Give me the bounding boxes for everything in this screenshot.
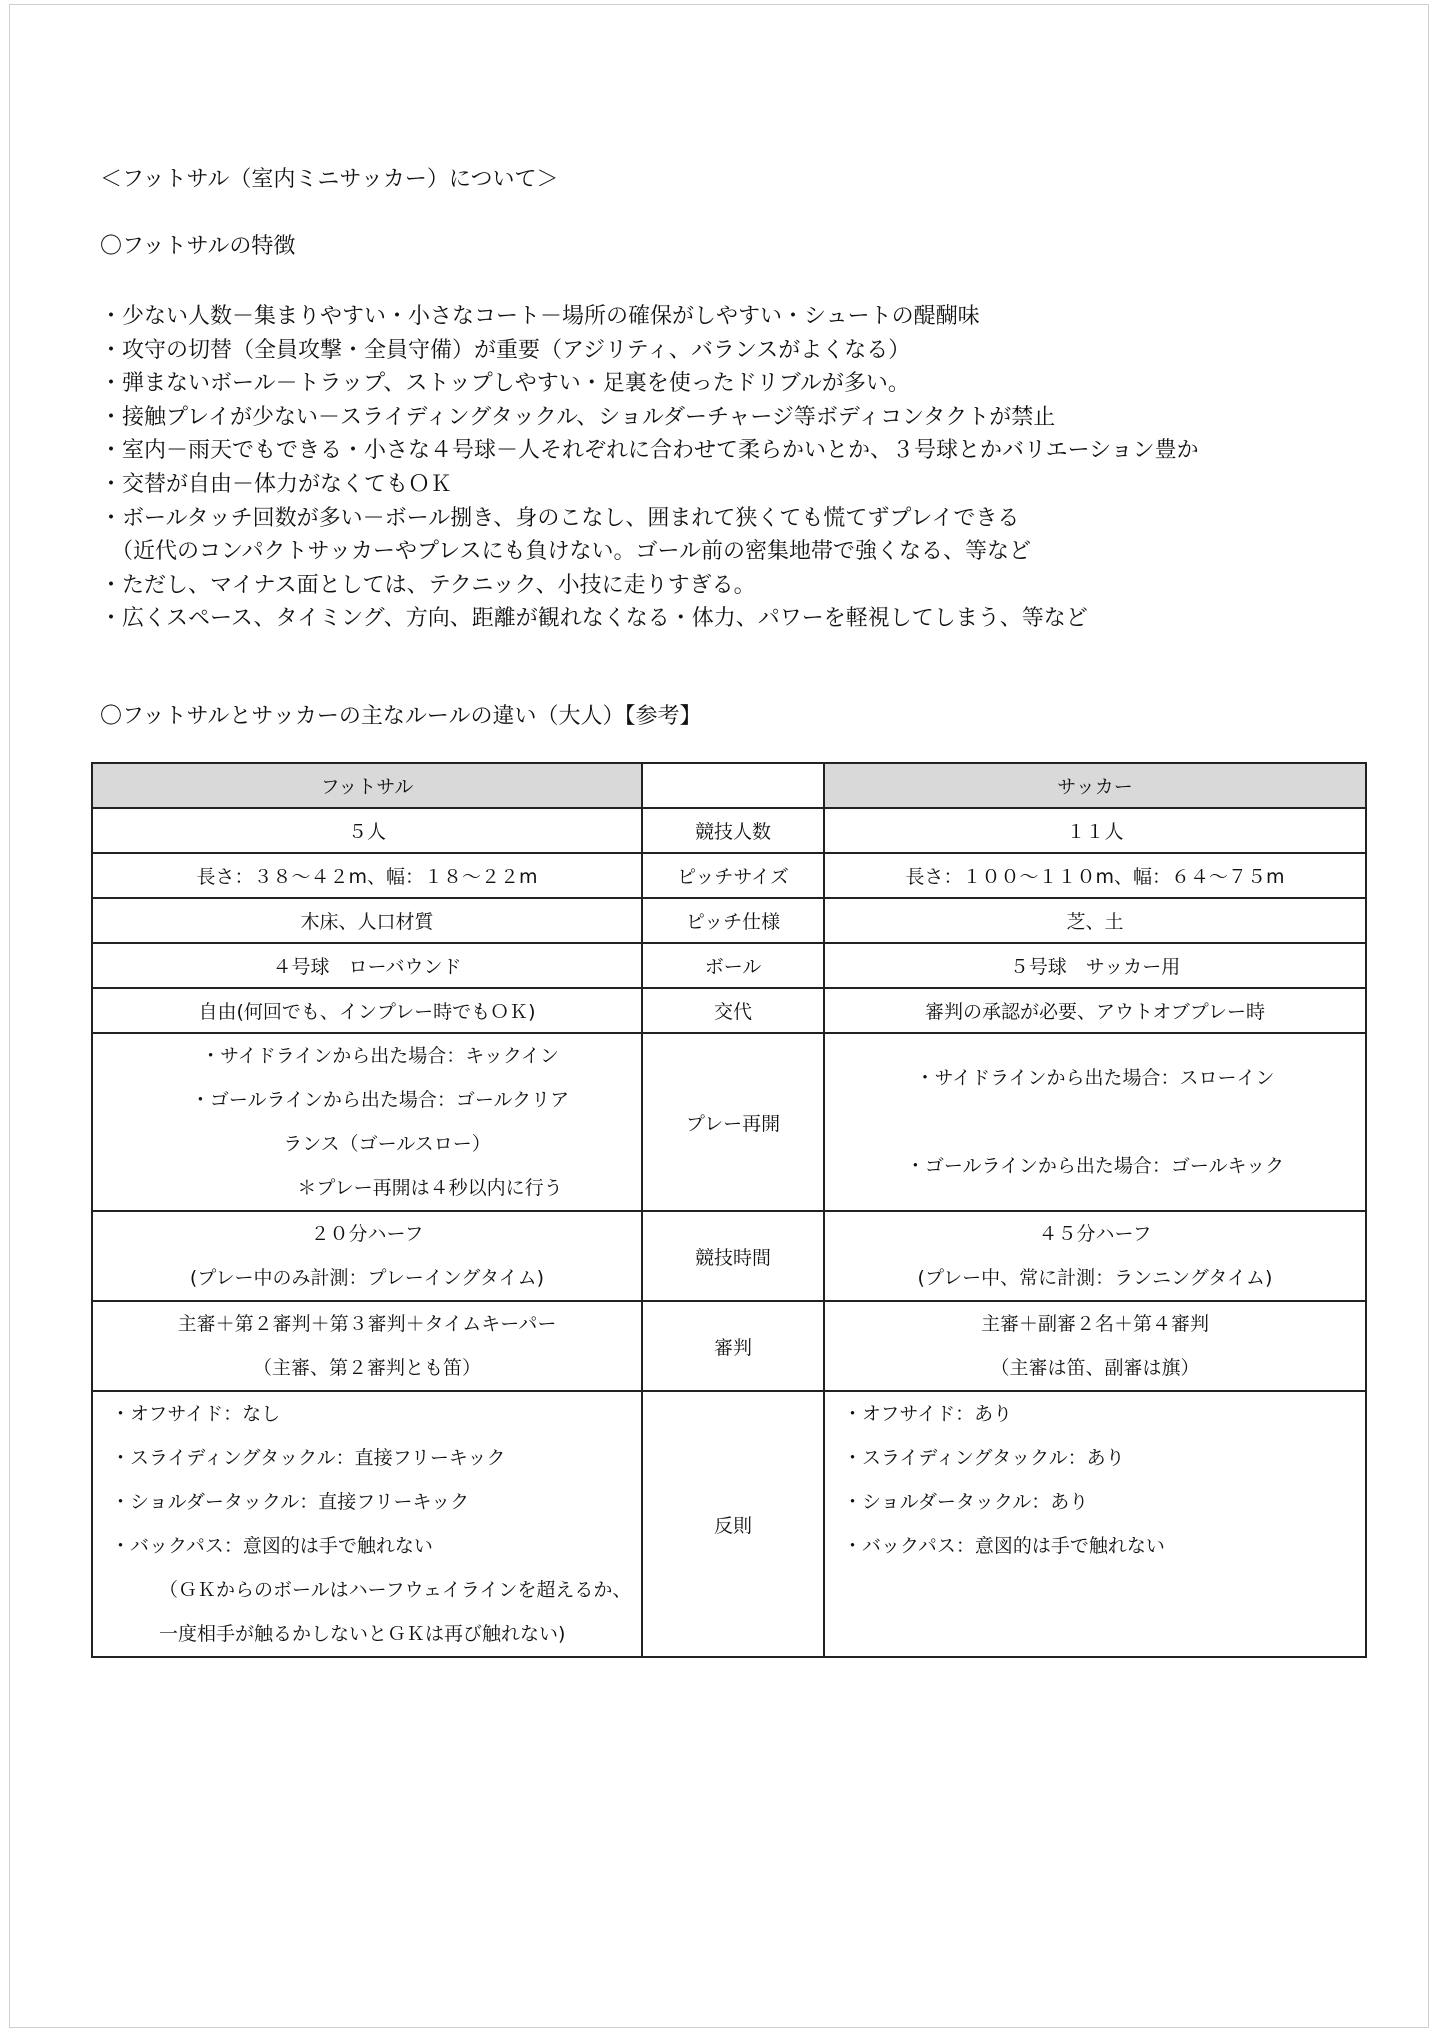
table-row-pitch-surface — [92, 898, 1366, 943]
cell-line: ・スライディングタックル：あり — [843, 1447, 1125, 1469]
cell-line: ４５分ハーフ — [1038, 1223, 1152, 1245]
futsal-cell — [92, 1301, 642, 1391]
table-row-fouls — [92, 1391, 1366, 1657]
soccer-cell: 審判の承認が必要、アウトオブプレー時 — [824, 988, 1366, 1033]
feature-item: ・接触プレイが少ない－スライディングタックル、ショルダーチャージ等ボディコンタクトが禁止 — [100, 404, 1056, 430]
cell-line: 主審＋第２審判＋第３審判＋タイムキーパー — [177, 1313, 557, 1335]
cell-line: 主審＋副審２名＋第４審判 — [980, 1313, 1209, 1335]
futsal-cell: 木床、人口材質 — [92, 898, 642, 943]
feature-item: ・室内－雨天でもできる・小さな４号球－人それぞれに合わせて柔らかいとか、３号球とかバリエーション豊か — [100, 438, 1199, 464]
table-header-row — [92, 763, 1366, 808]
rules-comparison-table — [91, 762, 1367, 1658]
soccer-cell: 芝、土 — [824, 898, 1366, 943]
feature-item: ・弾まないボール－トラップ、ストップしやすい・足裏を使ったドリブルが多い。 — [100, 371, 910, 397]
cell-line: ２０分ハーフ — [310, 1223, 424, 1245]
futsal-cell: ４号球 ローバウンド — [92, 943, 642, 988]
table-row-ball — [92, 943, 1366, 988]
row-label: 競技時間 — [642, 1211, 824, 1301]
feature-item: ・交替が自由－体力がなくてもＯＫ — [100, 471, 453, 497]
soccer-cell: １１人 — [824, 808, 1366, 853]
feature-item: ・ボールタッチ回数が多い－ボール捌き、身のこなし、囲まれて狭くても慌てずプレイできる — [100, 505, 1020, 531]
document-page — [9, 4, 1429, 2028]
feature-item: ・少ない人数－集まりやすい・小さなコート－場所の確保がしやすい・シュートの醍醐味 — [100, 304, 980, 329]
row-label: ボール — [642, 943, 824, 988]
row-label: ピッチサイズ — [642, 853, 824, 898]
futsal-cell: ５人 — [92, 808, 642, 853]
features-heading: 〇フットサルの特徴 — [100, 234, 296, 259]
row-label: 反則 — [642, 1391, 824, 1657]
row-label: 競技人数 — [642, 808, 824, 853]
futsal-cell — [92, 1033, 642, 1211]
header-middle — [642, 763, 824, 808]
soccer-cell — [824, 1211, 1366, 1301]
cell-line: ＊プレー再開は４秒以内に行う — [297, 1177, 563, 1199]
futsal-cell — [92, 1391, 642, 1657]
cell-line: ・ショルダータックル：あり — [843, 1491, 1089, 1513]
cell-line: ランス（ゴールスロー） — [283, 1133, 491, 1155]
futsal-cell — [92, 1211, 642, 1301]
header-futsal: フットサル — [92, 763, 642, 808]
table-row-restart — [92, 1033, 1366, 1211]
cell-line: (プレー中のみ計測：プレーイングタイム) — [189, 1267, 545, 1289]
cell-line: （主審は笛、副審は旗） — [990, 1357, 1200, 1379]
cell-line: 一度相手が触るかしないとＧＫは再び触れない) — [159, 1623, 566, 1645]
features-list — [100, 300, 1199, 636]
soccer-cell — [824, 1033, 1366, 1211]
cell-line: ・バックパス：意図的は手で触れない — [843, 1535, 1165, 1557]
table-row-players — [92, 808, 1366, 853]
cell-line: ・ショルダータックル：直接フリーキック — [111, 1491, 470, 1513]
cell-spacer — [831, 1100, 1359, 1144]
cell-line: （ＧＫからのボールはハーフウェイラインを超えるか、 — [159, 1579, 632, 1601]
rules-heading: 〇フットサルとサッカーの主なルールの違い（大人）【参考】 — [100, 704, 702, 729]
cell-line: ・スライディングタックル：直接フリーキック — [111, 1447, 506, 1469]
header-soccer: サッカー — [824, 763, 1366, 808]
cell-line: ・ゴールラインから出た場合：ゴールキック — [905, 1155, 1285, 1177]
soccer-cell: ５号球 サッカー用 — [824, 943, 1366, 988]
futsal-cell: 自由(何回でも、インプレー時でもＯＫ) — [92, 988, 642, 1033]
cell-line: ・バックパス：意図的は手で触れない — [111, 1535, 433, 1557]
row-label: ピッチ仕様 — [642, 898, 824, 943]
cell-line: (プレー中、常に計測：ランニングタイム) — [917, 1267, 1273, 1289]
soccer-cell — [824, 1301, 1366, 1391]
futsal-cell: 長さ：３８～４２m、幅：１８～２２m — [92, 853, 642, 898]
row-label: 交代 — [642, 988, 824, 1033]
table-row-referee — [92, 1301, 1366, 1391]
soccer-cell — [824, 1391, 1366, 1657]
cell-line: ・ゴールラインから出た場合：ゴールクリア — [190, 1089, 570, 1111]
cell-line: ・サイドラインから出た場合：キックイン — [201, 1045, 559, 1067]
feature-item: ・ただし、マイナス面としては、テクニック、小技に走りすぎる。 — [100, 572, 756, 598]
soccer-cell: 長さ：１００～１１０m、幅：６４～７５m — [824, 853, 1366, 898]
feature-item: （近代のコンパクトサッカーやプレスにも負けない。ゴール前の密集地帯で強くなる、等など — [100, 539, 1032, 565]
table-row-match-time — [92, 1211, 1366, 1301]
feature-item: ・広くスペース、タイミング、方向、距離が観れなくなる・体力、パワーを軽視してしまう、等など — [100, 606, 1088, 632]
table-row-pitch-size — [92, 853, 1366, 898]
cell-line: ・オフサイド：あり — [843, 1403, 1013, 1425]
document-title: ＜フットサル（室内ミニサッカー）について＞ — [100, 167, 559, 192]
row-label: プレー再開 — [642, 1033, 824, 1211]
row-label: 審判 — [642, 1301, 824, 1391]
cell-line: ・サイドラインから出た場合：スローイン — [915, 1067, 1275, 1089]
table-row-substitution — [92, 988, 1366, 1033]
cell-line: （主審、第２審判とも笛） — [252, 1357, 481, 1379]
cell-line: ・オフサイド：なし — [111, 1403, 281, 1425]
feature-item: ・攻守の切替（全員攻撃・全員守備）が重要（アジリティ、バランスがよくなる） — [100, 337, 911, 363]
